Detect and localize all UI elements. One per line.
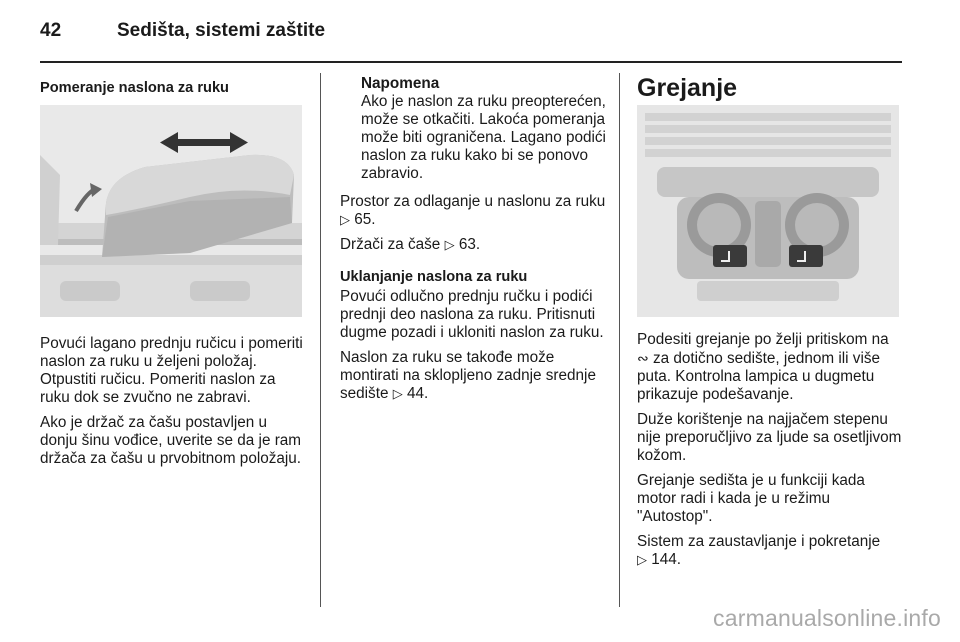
- watermark: carmanualsonline.info: [713, 605, 941, 631]
- xref-arrow-icon: ▷: [637, 552, 647, 567]
- seat-heating-icon: ∾: [637, 350, 649, 366]
- page-number: 42: [40, 20, 62, 41]
- column-1: [40, 75, 305, 475]
- heating-text-4: Sistem za zaustavljanje i pokretanje ▷ 144.: [637, 533, 881, 568]
- cupholder-reference: Držači za čaše ▷ 63.: [340, 236, 481, 253]
- page-title: Sedišta, sistemi zaštite: [117, 20, 326, 41]
- header-rule: [40, 61, 902, 63]
- heating-text-3: Grejanje sedišta je u funkciji kada motor radi i kada je u režimu "Autostop".: [637, 472, 865, 525]
- note-text: Ako je naslon za ruku preopterećen, može se otkačiti. Lakoća pomeranja može biti ograničena. Lagano podići naslon za ruku kako bi se ponovo zabravio.: [361, 93, 606, 182]
- section-title-heating: Grejanje: [637, 74, 738, 102]
- page-header: [40, 20, 902, 50]
- note-title: Napomena: [361, 75, 440, 92]
- armrest-removal-text-2: Naslon za ruku se takođe može montirati na sklopljeno zadnje srednje sedište ▷ 44.: [340, 349, 596, 402]
- note-box: [340, 75, 606, 183]
- column-2: [340, 75, 606, 410]
- xref-arrow-icon: ▷: [392, 386, 403, 401]
- section-heading-armrest-adjust: Pomeranje naslona za ruku: [40, 80, 229, 96]
- armrest-illustration: [40, 105, 302, 317]
- column-3: [637, 75, 903, 576]
- armrest-adjust-text-2: Ako je držač za čašu postavljen u donju šinu vođice, uverite se da je ram držača za čašu u prvobitnom položaju.: [40, 414, 302, 467]
- xref-arrow-icon: ▷: [340, 212, 350, 227]
- heating-controls-illustration: [637, 105, 899, 317]
- storage-reference: Prostor za odlaganje u naslonu za ruku ▷ 65.: [340, 193, 606, 228]
- armrest-adjust-text-1: Povući lagano prednju ručicu i pomeriti naslon za ruku u željeni položaj. Otpustiti ručicu. Pomeriti naslon za ruku dok se zvučno ne zabravi.: [40, 335, 303, 406]
- armrest-removal-text-1: Povući odlučno prednju ručku i podići prednji deo naslona za ruku. Pritisnuti dugme pozadi i ukloniti naslon za ruku.: [340, 288, 604, 341]
- column-divider-1: [320, 73, 321, 607]
- heating-text-1: Podesiti grejanje po želji pritiskom na ∾ za dotično sedište, jednom ili više puta. Kontrolna lampica u dugmetu prikazuje podešavanje.: [637, 331, 889, 403]
- xref-arrow-icon: ▷: [444, 237, 455, 252]
- heating-text-2: Duže korištenje na najjačem stepenu nije preporučljivo za ljude sa osetljivom kožom.: [637, 411, 902, 464]
- section-heading-armrest-removal: Uklanjanje naslona za ruku: [340, 269, 528, 285]
- column-divider-2: [619, 73, 620, 607]
